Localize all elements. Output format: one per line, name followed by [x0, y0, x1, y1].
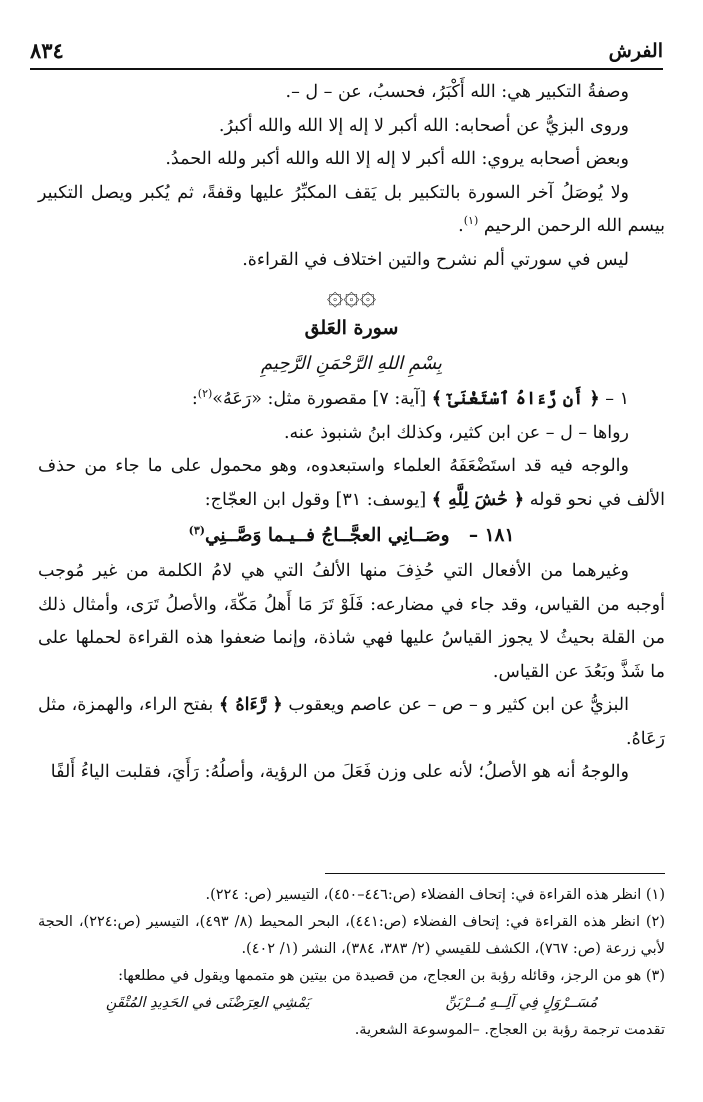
paragraph-takbir-form: وصفةُ التكبير هي: الله أَكْبَرُ، فحسبُ، عن – ل –. — [285, 82, 629, 102]
paragraph-origin: والوجهُ أنه هو الأصلُ؛ لأنه على وزن فَعَلَ من الرؤية، وأصلُهُ: رَأَيَ، فقلبت الياءُ أَلفًا — [50, 762, 629, 782]
quran-quote-yusuf: ﴿ حَٰشَ لِلَّهِ ﴾ — [431, 489, 525, 510]
entry-end: : — [191, 389, 198, 409]
paragraph-no-difference: ليس في سورتي ألم نشرح والتين اختلاف في القراءة. — [242, 249, 629, 270]
page-number: ٨٣٤ — [30, 38, 64, 63]
footnotes — [38, 882, 665, 1044]
paragraph-weakness-ref: [يوسف: ٣١] وقول ابن العجّاج: — [204, 489, 427, 510]
paragraph-bazzi-text: البزيُّ عن ابن كثير و – ص – عن عاصم ويعقوب — [288, 695, 629, 715]
entry-number: ١ – — [605, 389, 629, 409]
ornament-divider: ۞۞۞ — [326, 278, 377, 311]
footnote-poem — [38, 990, 665, 1017]
paragraph-companions-narration: وبعض أصحابه يروي: الله أكبر لا إله إلا الله والله أكبر ولله الحمدُ. — [165, 149, 629, 169]
verse-number: ١٨١ – — [468, 525, 515, 546]
quran-quote: ﴿ أَن رَّءَاهُ ٱسْتَغْنَىٰٓ ﴾ — [431, 389, 600, 409]
paragraph-weakness — [38, 450, 665, 517]
footnote-separator — [325, 873, 665, 874]
surah-title: سورة العَلق — [304, 317, 399, 339]
paragraph-waqf-text: ولا يُوصَلُ آخر السورة بالتكبير بل يَقف المكبِّرُ عليها وقفةً، ثم يُكبر ويصل التكبير بيسم الله الرحمن الرحيم — [38, 182, 665, 236]
footnote-2: (٢) انظر هذه القراءة في: إتحاف الفضلاء (ص:٤٤١)، البحر المحيط (٨/ ٤٩٣)، التيسير (ص:٢٢٤)، الحجة لأبي زرعة (ص: ٧٦٧)، الكشف للقيسي (٢/ ٣٨٣، ٣٨٤)، النشر (١/ ٤٠٢). — [38, 914, 666, 957]
paragraph-bazzi-narration: وروى البزيُّ عن أصحابه: الله أكبر لا إله إلا الله والله أكبرُ. — [218, 115, 629, 136]
running-title: الفرش — [608, 40, 663, 62]
footnote-3: (٣) هو من الرجز، وقائله رؤبة بن العجاج، من قصيدة من بيتين هو متممها ويقول في مطلعها: — [118, 968, 665, 984]
footnote-ref-2: (٢) — [197, 387, 213, 401]
footnote-ref-1: (١) — [463, 214, 479, 228]
footnote-3-end: تقدمت ترجمة رؤبة بن العجاج. –الموسوعة الشعرية. — [354, 1022, 665, 1038]
poetry-verse — [38, 517, 665, 555]
poem-hemistich-2: يَمْشِي العِرَضْنَى في الحَدِيدِ المُتْقَنِ — [105, 995, 310, 1011]
entry-text: [آية: ٧] مقصورة مثل: «رَعَهُ» — [212, 389, 427, 409]
footnote-ref-3: (٣) — [188, 523, 205, 537]
main-text — [38, 76, 665, 790]
poem-hemistich-1: مُسَــرْوَلٍ فِي آلِــهِ مُــرْبَنِّ — [445, 995, 598, 1011]
paragraph-bazzi-reading — [38, 689, 665, 756]
basmala: بِسْمِ اللهِ الرَّحْمَنِ الرَّحِيمِ — [261, 353, 442, 374]
footnote-1: (١) انظر هذه القراءة في: إتحاف الفضلاء (ص:٤٤٦–٤٥٠)، التيسير (ص: ٢٢٤). — [205, 887, 665, 903]
paragraph-weakness-text: والوجه فيه قد استَضْعَفَهُ العلماء واستبعدوه، وهو محمول على ما جاء من حذف الألف في نحو قوله — [38, 456, 665, 510]
paragraph-narrators: رواها – ل – عن ابن كثير، وكذلك ابنُ شنبوذ عنه. — [283, 422, 629, 443]
entry-1 — [38, 383, 665, 417]
quran-quote-raahu: ﴿ رَّءَاهُ ﴾ — [218, 695, 283, 715]
verse-text: وصَــانِي العجَّــاجُ فــيـما وَصَّــنِي — [204, 525, 450, 546]
paragraph-other-verbs: وغيرهما من الأفعال التي حُذِفَ منها الألفُ التي هي لامُ الكلمة من غير مُوجب أوجبه من القياس، وقد جاء في مضارعه: فَلَوْ تَرَ مَا أَهلُ مَكّةَ، والأصلُ تَرَى، وأمثال ذلك من القلة بحيثُ لا يجوز القياسُ عليها فهي شاذة، وإنما ضعفوا هذه القراءة لحملها على ما شَذَّ وبَعُدَ عن القياس. — [38, 561, 665, 682]
paragraph-bazzi-rest: بفتح الراء، والهمزة، مثل رَعَاهُ. — [38, 695, 665, 749]
sentence-end: . — [458, 216, 464, 236]
paragraph-waqf-rule — [38, 177, 665, 244]
page-header — [30, 40, 663, 70]
